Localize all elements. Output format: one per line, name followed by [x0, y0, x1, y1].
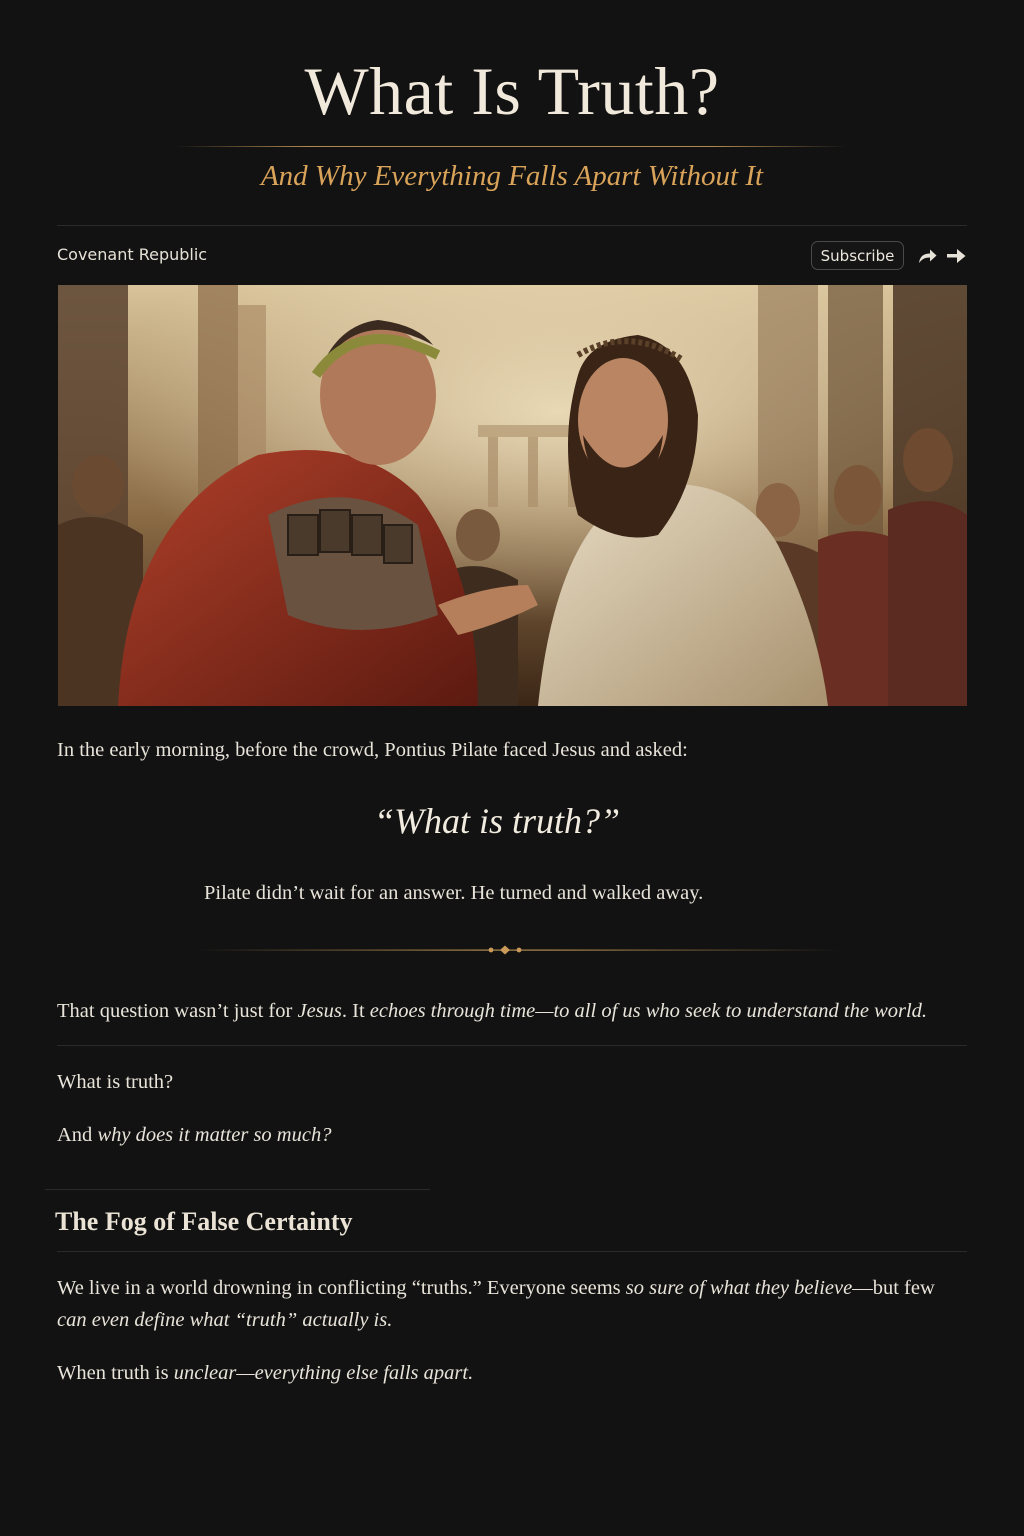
publication-name[interactable]: Covenant Republic	[57, 245, 208, 264]
question-two-italic: why does it matter so much?	[97, 1124, 332, 1146]
subscribe-button[interactable]: Subscribe	[811, 241, 904, 270]
heading-top-divider	[45, 1189, 430, 1190]
question-one: What is truth?	[57, 1071, 174, 1093]
hero-image	[58, 285, 967, 706]
intro-paragraph: In the early morning, before the crowd, Pontius Pilate faced Jesus and asked:	[57, 739, 688, 761]
share-arrow-icon[interactable]	[916, 245, 938, 267]
question-two-lead: And	[57, 1124, 98, 1146]
unclear-italic: unclear—everything else falls apart.	[173, 1362, 474, 1384]
forward-arrow-icon[interactable]	[945, 245, 967, 267]
fog-paragraph-line1	[57, 1277, 935, 1300]
fog-tail: —but few	[852, 1277, 935, 1299]
pull-quote: “What is truth?”	[373, 801, 621, 841]
echo-italic: echoes through time—to all of us who seek to understand the world.	[369, 1000, 928, 1022]
unclear-lead: When truth is	[57, 1362, 174, 1384]
section-heading: The Fog of False Certainty	[55, 1207, 353, 1236]
echo-mid: . It	[341, 1000, 370, 1022]
fog-paragraph-line2	[57, 1309, 392, 1332]
title-divider	[175, 146, 847, 147]
echo-lead: That question wasn’t just for	[57, 1000, 298, 1022]
echo-jesus: Jesus	[297, 1000, 342, 1022]
article-subtitle: And Why Everything Falls Apart Without It	[260, 160, 764, 192]
article-title: What Is Truth?	[304, 53, 720, 129]
fog-italic: so sure of what they believe	[625, 1277, 853, 1299]
after-quote-paragraph: Pilate didn’t wait for an answer. He turned and walked away.	[204, 882, 704, 904]
painting-pilate-and-jesus-image	[58, 285, 967, 706]
unclear-paragraph	[57, 1362, 473, 1385]
fog-lead: We live in a world drowning in conflicting “truths.” Everyone seems	[57, 1277, 626, 1299]
ornament-divider	[195, 940, 840, 960]
section-divider	[57, 1045, 967, 1046]
fog-line2-italic: can even define what “truth” actually is.	[57, 1309, 393, 1331]
question-two	[57, 1124, 331, 1147]
heading-bottom-divider	[57, 1251, 967, 1252]
echo-paragraph	[57, 1000, 927, 1023]
header-divider	[57, 225, 967, 226]
